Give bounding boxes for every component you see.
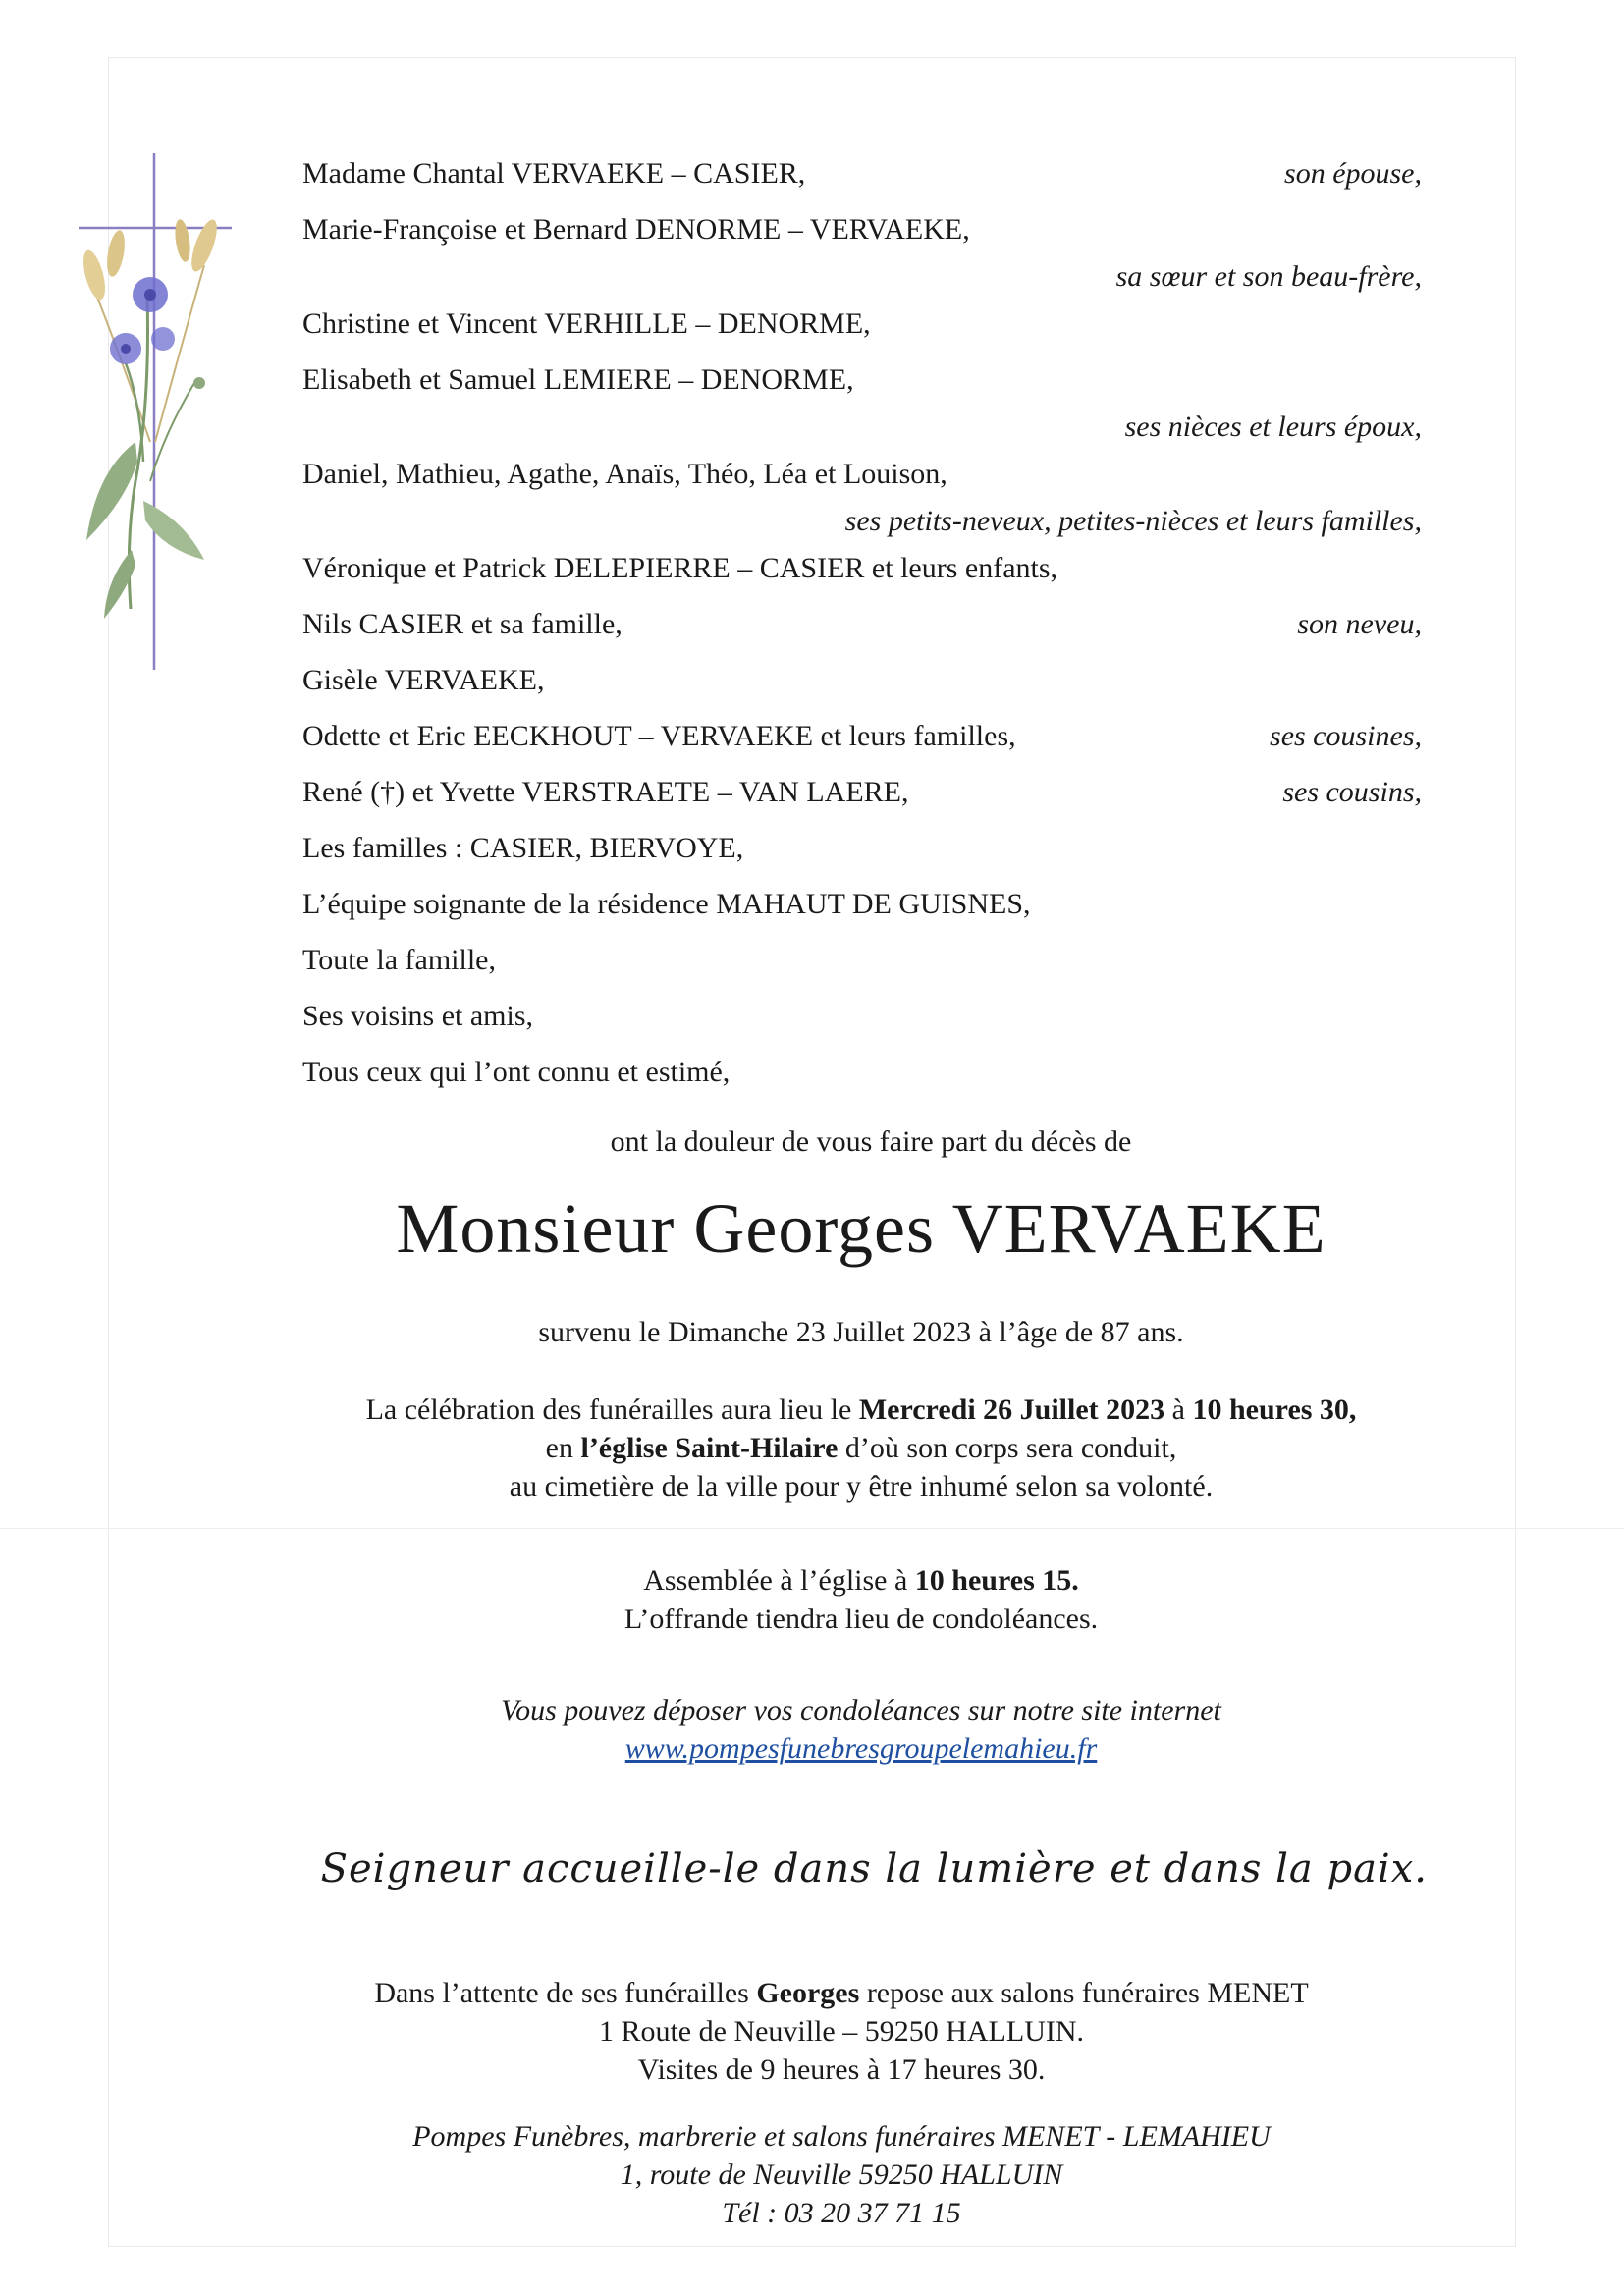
family-member-name: Les familles : CASIER, BIERVOYE, bbox=[302, 832, 744, 864]
condolences-website-link[interactable]: www.pompesfunebresgroupelemahieu.fr bbox=[624, 1732, 1098, 1765]
family-relation: ses petits-neveux, petites-nièces et leurs familles, bbox=[844, 505, 1422, 537]
ceremony-text: d’où son corps sera conduit, bbox=[838, 1432, 1177, 1464]
family-row bbox=[302, 502, 1422, 540]
death-info: survenu le Dimanche 23 Juillet 2023 à l’âge de 87 ans. bbox=[538, 1316, 1184, 1348]
ceremony-line-2 bbox=[49, 1429, 1624, 1467]
family-member-name: Ses voisins et amis, bbox=[302, 1000, 534, 1032]
family-member-name: Véronique et Patrick DELEPIERRE – CASIER et leurs enfants, bbox=[302, 552, 1058, 584]
assembly-time: 10 heures 15. bbox=[914, 1564, 1079, 1597]
wake-block bbox=[29, 1974, 1624, 2089]
family-list bbox=[302, 145, 1422, 1100]
family-relation: son neveu, bbox=[1297, 608, 1422, 640]
company-block bbox=[29, 2117, 1624, 2232]
family-member-name: Elisabeth et Samuel LEMIERE – DENORME, bbox=[302, 363, 854, 396]
family-member-name: Odette et Eric EECKHOUT – VERVAEKE et leurs familles, bbox=[302, 720, 1016, 752]
family-member-name: Tous ceux qui l’ont connu et estimé, bbox=[302, 1056, 731, 1088]
wake-text: Dans l’attente de ses funérailles bbox=[374, 1977, 757, 2009]
family-member-name: Toute la famille, bbox=[302, 944, 496, 976]
family-row bbox=[302, 764, 1422, 820]
assembly-line-1 bbox=[49, 1561, 1624, 1600]
wake-line-1 bbox=[29, 1974, 1624, 2012]
condolences-block bbox=[49, 1691, 1624, 1768]
family-row bbox=[302, 408, 1422, 446]
ceremony-text: en bbox=[545, 1432, 581, 1464]
family-row bbox=[302, 145, 1422, 201]
family-row bbox=[302, 932, 1422, 988]
family-row bbox=[302, 296, 1422, 352]
family-relation: ses cousins, bbox=[1282, 776, 1422, 808]
family-member-name: René (†) et Yvette VERSTRAETE – VAN LAERE, bbox=[302, 776, 909, 808]
family-row bbox=[302, 540, 1422, 596]
prayer-text: Seigneur accueille-le dans la lumière et dans la paix. bbox=[320, 1846, 1428, 1891]
family-member-name: Marie-Françoise et Bernard DENORME – VERVAEKE, bbox=[302, 213, 970, 246]
ceremony-line-1 bbox=[49, 1391, 1624, 1429]
assembly-text: Assemblée à l’église à bbox=[643, 1564, 915, 1597]
company-name: Pompes Funèbres, marbrerie et salons funéraires MENET - LEMAHIEU bbox=[412, 2120, 1271, 2153]
family-row bbox=[302, 820, 1422, 876]
ceremony-block bbox=[49, 1391, 1624, 1505]
fold-line bbox=[0, 1528, 1624, 1529]
family-member-name: Nils CASIER et sa famille, bbox=[302, 608, 623, 640]
cross-cornflower-wheat-icon bbox=[57, 147, 244, 678]
family-member-name: L’équipe soignante de la résidence MAHAUT DE GUISNES, bbox=[302, 888, 1031, 920]
family-row bbox=[302, 1044, 1422, 1100]
family-row bbox=[302, 652, 1422, 708]
ceremony-time: 10 heures 30, bbox=[1192, 1394, 1357, 1426]
assembly-block bbox=[49, 1561, 1624, 1638]
company-address: 1, route de Neuville 59250 HALLUIN bbox=[620, 2159, 1063, 2191]
family-member-name: Gisèle VERVAEKE, bbox=[302, 664, 545, 696]
family-row bbox=[302, 876, 1422, 932]
wake-name: Georges bbox=[756, 1977, 860, 2009]
ceremony-text: à bbox=[1164, 1394, 1193, 1426]
wake-text: repose aux salons funéraires MENET bbox=[859, 1977, 1309, 2009]
family-relation: sa sœur et son beau-frère, bbox=[1115, 260, 1422, 293]
family-row bbox=[302, 257, 1422, 296]
deceased-name: Monsieur Georges VERVAEKE bbox=[396, 1189, 1326, 1268]
ceremony-line-3: au cimetière de la ville pour y être inhumé selon sa volonté. bbox=[509, 1470, 1214, 1503]
family-member-name: Daniel, Mathieu, Agathe, Anaïs, Théo, Léa et Louison, bbox=[302, 458, 947, 490]
family-member-name: Madame Chantal VERVAEKE – CASIER, bbox=[302, 157, 806, 190]
family-relation: ses cousines, bbox=[1270, 720, 1422, 752]
ceremony-date: Mercredi 26 Juillet 2023 bbox=[858, 1394, 1165, 1426]
wake-line-3: Visites de 9 heures à 17 heures 30. bbox=[637, 2053, 1046, 2086]
ceremony-text: La célébration des funérailles aura lieu le bbox=[365, 1394, 859, 1426]
ceremony-place: l’église Saint-Hilaire bbox=[580, 1432, 839, 1464]
assembly-line-2: L’offrande tiendra lieu de condoléances. bbox=[623, 1603, 1099, 1635]
wake-line-2: 1 Route de Neuville – 59250 HALLUIN. bbox=[598, 2015, 1085, 2048]
family-row bbox=[302, 708, 1422, 764]
family-row bbox=[302, 988, 1422, 1044]
family-member-name: Christine et Vincent VERHILLE – DENORME, bbox=[302, 307, 871, 340]
condolences-text: Vous pouvez déposer vos condoléances sur notre site internet bbox=[501, 1694, 1221, 1726]
family-relation: ses nièces et leurs époux, bbox=[1124, 410, 1422, 443]
family-row bbox=[302, 596, 1422, 652]
company-phone: Tél : 03 20 37 71 15 bbox=[722, 2197, 961, 2229]
family-relation: son épouse, bbox=[1284, 157, 1422, 190]
announcement-text: ont la douleur de vous faire part du décès de bbox=[610, 1125, 1132, 1158]
